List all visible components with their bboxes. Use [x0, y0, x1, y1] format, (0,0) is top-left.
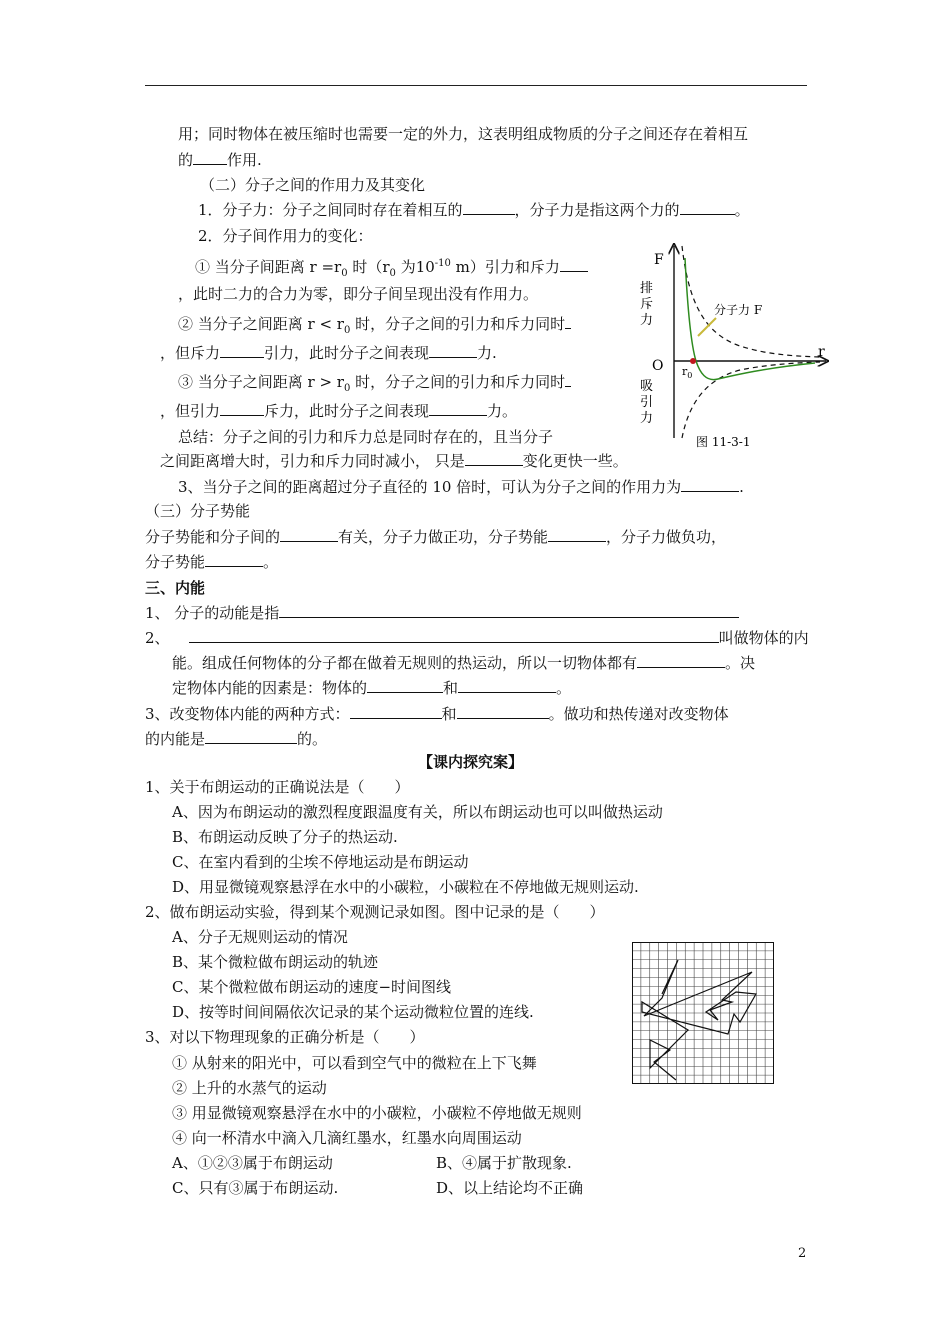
q3-item-4: ④ 向一杯清水中滴入几滴红墨水，红墨水向周围运动	[172, 1129, 522, 1147]
grid	[632, 942, 774, 1084]
q3-option-a: A、①②③属于布朗运动	[172, 1154, 333, 1172]
potential-line-2: 分子势能 。	[145, 553, 279, 571]
r0-label: $r_0$	[682, 365, 693, 380]
neineng-item-2-line-3: 定物体内能的因素是：物体的 和 。	[172, 679, 572, 697]
intro-line-2: 的 作用.	[178, 151, 262, 169]
case-1-line-2: ，此时二力的合力为零，即分子间呈现出没有作用力。	[178, 285, 539, 303]
attractive-label-2: 引	[640, 395, 654, 410]
molecular-force-figure	[630, 238, 830, 458]
repulsive-label-1: 排	[640, 281, 654, 296]
case-3-line-1: ③ 当分子之间距离 $r > r_0$ 时，分子之间的引力和斥力同时	[178, 372, 571, 399]
case-1-line-1: ① 当分子间距离 $r =r_0$ 时（$r_0$ 为$10^{-10}$ m）引力和斥力	[195, 254, 588, 284]
q2-option-b: B、某个微粒做布朗运动的轨迹	[172, 953, 379, 971]
brownian-motion-figure	[632, 942, 774, 1084]
r0-point	[690, 358, 696, 364]
case-2-line-1: ② 当分子之间距离 $r < r_0$ 时，分子之间的引力和斥力同时	[178, 314, 571, 341]
neineng-item-2-line-2: 能。组成任何物体的分子都在做着无规则的热运动，所以一切物体都有 。决	[172, 654, 756, 672]
summary-line-1: 总结：分子之间的引力和斥力总是同时存在的，且当分子	[178, 428, 554, 446]
q2-option-d: D、按等时间间隔依次记录的某个运动微粒位置的连线.	[172, 1003, 534, 1021]
q1-option-a: A、因为布朗运动的激烈程度跟温度有关，所以布朗运动也可以叫做热运动	[172, 803, 663, 821]
item-3: 3、当分子之间的距离超过分子直径的 10 倍时，可认为分子之间的作用力为 .	[178, 478, 744, 496]
figure-caption: 图 11-3-1	[696, 435, 751, 449]
q1-option-d: D、用显微镜观察悬浮在水中的小碳粒，小碳粒在不停地做无规则运动.	[172, 878, 639, 896]
q3-item-2: ② 上升的水蒸气的运动	[172, 1079, 327, 1097]
q2-option-c: C、某个微粒做布朗运动的速度−时间图线	[172, 978, 452, 996]
attractive-label-3: 力	[640, 411, 654, 426]
explore-title: 【课内探究案】	[418, 753, 524, 771]
q1-option-b: B、布朗运动反映了分子的热运动.	[172, 828, 398, 846]
q3-item-3: ③ 用显微镜观察悬浮在水中的小碳粒，小碳粒不停地做无规则	[172, 1104, 582, 1122]
f-axis-label: F	[654, 252, 664, 268]
curve-label-pointer	[698, 318, 716, 336]
origin-label: O	[652, 358, 664, 374]
repulsive-label-2: 斥	[640, 297, 654, 312]
q1-option-c: C、在室内看到的尘埃不停地运动是布朗运动	[172, 853, 469, 871]
q3-option-b: B、④属于扩散现象.	[436, 1154, 572, 1172]
neineng-item-2-line-1: 2、 叫做物体的内	[145, 629, 809, 647]
q1: 1、关于布朗运动的正确说法是（ ）	[145, 778, 410, 796]
item-2: 2．分子间作用力的变化：	[198, 227, 373, 245]
section-3-title: （三）分子势能	[145, 502, 251, 520]
intro-line-1: 用；同时物体在被压缩时也需要一定的外力，这表明组成物质的分子之间还存在着相互	[178, 125, 749, 143]
r-axis-label: r	[818, 344, 825, 360]
q3-option-d: D、以上结论均不正确	[436, 1179, 584, 1197]
q3-option-c: C、只有③属于布朗运动.	[172, 1179, 339, 1197]
neineng-title: 三、内能	[145, 579, 206, 597]
summary-line-2: 之间距离增大时，引力和斥力同时减小， 只是 变化更快一些。	[160, 452, 628, 470]
case-2-line-2: ，但斥力 引力，此时分子之间表现 力.	[160, 344, 497, 362]
case-3-line-2: ，但引力 斥力，此时分子之间表现 力。	[160, 402, 518, 420]
header-rule	[145, 85, 807, 86]
q2-option-a: A、分子无规则运动的情况	[172, 928, 348, 946]
potential-line-1: 分子势能和分子间的 有关，分子力做正功，分子势能 ，分子力做负功，	[145, 528, 727, 546]
neineng-item-3-line-1: 3、改变物体内能的两种方式： 和 。做功和热传递对改变物体	[145, 705, 729, 723]
particle-trajectory	[642, 960, 756, 1080]
section-2-title: （二）分子之间的作用力及其变化	[200, 176, 426, 194]
repulsive-label-3: 力	[640, 313, 654, 328]
repulsive-curve	[682, 246, 820, 357]
attractive-label-1: 吸	[640, 379, 654, 394]
neineng-item-3-line-2: 的内能是 的。	[145, 730, 328, 748]
page-number: 2	[798, 1246, 807, 1261]
q3-item-1: ① 从射来的阳光中，可以看到空气中的微粒在上下飞舞	[172, 1054, 537, 1072]
q3: 3、对以下物理现象的正确分析是（ ）	[145, 1028, 425, 1046]
item-1: 1．分子力：分子之间同时存在着相互的 ，分子力是指这两个力的 。	[198, 201, 750, 219]
q2: 2、做布朗运动实验，得到某个观测记录如图。图中记录的是（ ）	[145, 903, 605, 921]
curve-label: 分子力 F	[714, 303, 763, 317]
neineng-item-1: 1、 分子的动能是指	[145, 603, 739, 623]
